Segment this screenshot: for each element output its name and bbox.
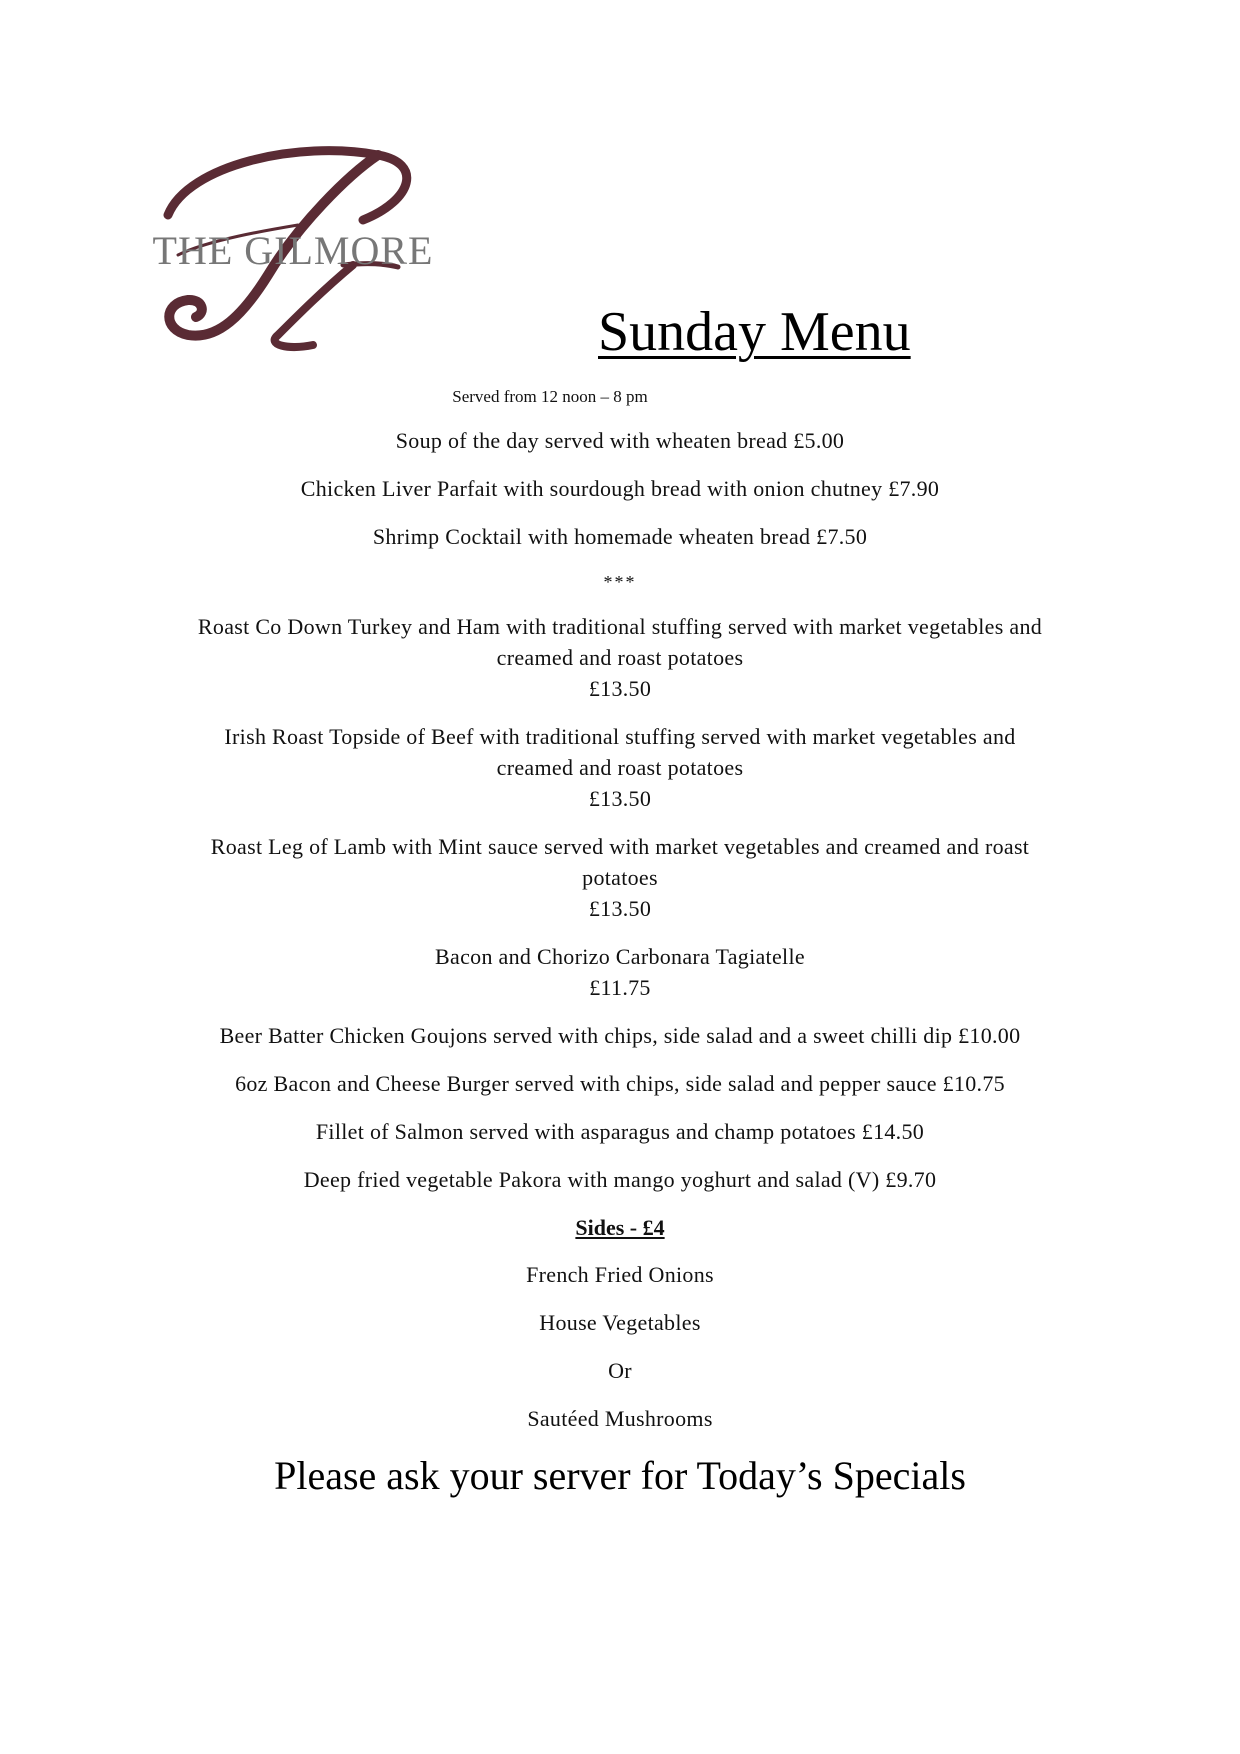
roast-description: Roast Co Down Turkey and Ham with traditional stuffing served with market vegetables and bbox=[197, 614, 1043, 639]
roast-description-cont: creamed and roast potatoes bbox=[496, 755, 744, 780]
main-item: Fillet of Salmon served with asparagus and champ potatoes £14.50 bbox=[315, 1119, 925, 1144]
roast-item bbox=[140, 831, 1100, 924]
side-item: Sautéed Mushrooms bbox=[527, 1406, 713, 1431]
roast-description-cont: potatoes bbox=[582, 865, 658, 890]
side-item: French Fried Onions bbox=[526, 1262, 714, 1287]
side-item: House Vegetables bbox=[539, 1310, 701, 1335]
main-item: 6oz Bacon and Cheese Burger served with chips, side salad and pepper sauce £10.75 bbox=[235, 1071, 1005, 1096]
gilmore-logo bbox=[148, 145, 438, 360]
roast-description: Roast Leg of Lamb with Mint sauce served with market vegetables and creamed and roast bbox=[210, 834, 1030, 859]
main-item: Deep fried vegetable Pakora with mango yoghurt and salad (V) £9.70 bbox=[303, 1167, 937, 1192]
serving-times bbox=[0, 387, 1240, 407]
carbonara-item bbox=[140, 941, 1100, 1003]
roast-item bbox=[140, 721, 1100, 814]
roast-description: Irish Roast Topside of Beef with traditional stuffing served with market vegetables and bbox=[224, 724, 1016, 749]
starter-item: Soup of the day served with wheaten bread £5.00 bbox=[395, 428, 845, 453]
page-title: Sunday Menu bbox=[598, 301, 911, 363]
specials-note: Please ask your server for Today’s Specials bbox=[274, 1453, 966, 1498]
menu-list bbox=[140, 425, 1100, 1451]
main-item: Beer Batter Chicken Goujons served with chips, side salad and a sweet chilli dip £10.00 bbox=[219, 1023, 1021, 1048]
logo-text: THE GILMORE bbox=[152, 228, 434, 273]
roast-price: £13.50 bbox=[588, 786, 652, 811]
roast-description-cont: creamed and roast potatoes bbox=[496, 645, 744, 670]
serving-times-text: Served from 12 noon – 8 pm bbox=[452, 387, 648, 406]
carbonara-price: £11.75 bbox=[589, 975, 651, 1000]
section-separator: *** bbox=[603, 572, 637, 592]
starter-item: Chicken Liver Parfait with sourdough bread with onion chutney £7.90 bbox=[300, 476, 940, 501]
roast-price: £13.50 bbox=[588, 676, 652, 701]
starter-item: Shrimp Cocktail with homemade wheaten bread £7.50 bbox=[372, 524, 868, 549]
roast-price: £13.50 bbox=[588, 896, 652, 921]
roast-item bbox=[140, 611, 1100, 704]
sides-heading: Sides - £4 bbox=[575, 1215, 665, 1240]
carbonara-name: Bacon and Chorizo Carbonara Tagiatelle bbox=[435, 944, 805, 969]
side-item-or: Or bbox=[608, 1358, 632, 1383]
